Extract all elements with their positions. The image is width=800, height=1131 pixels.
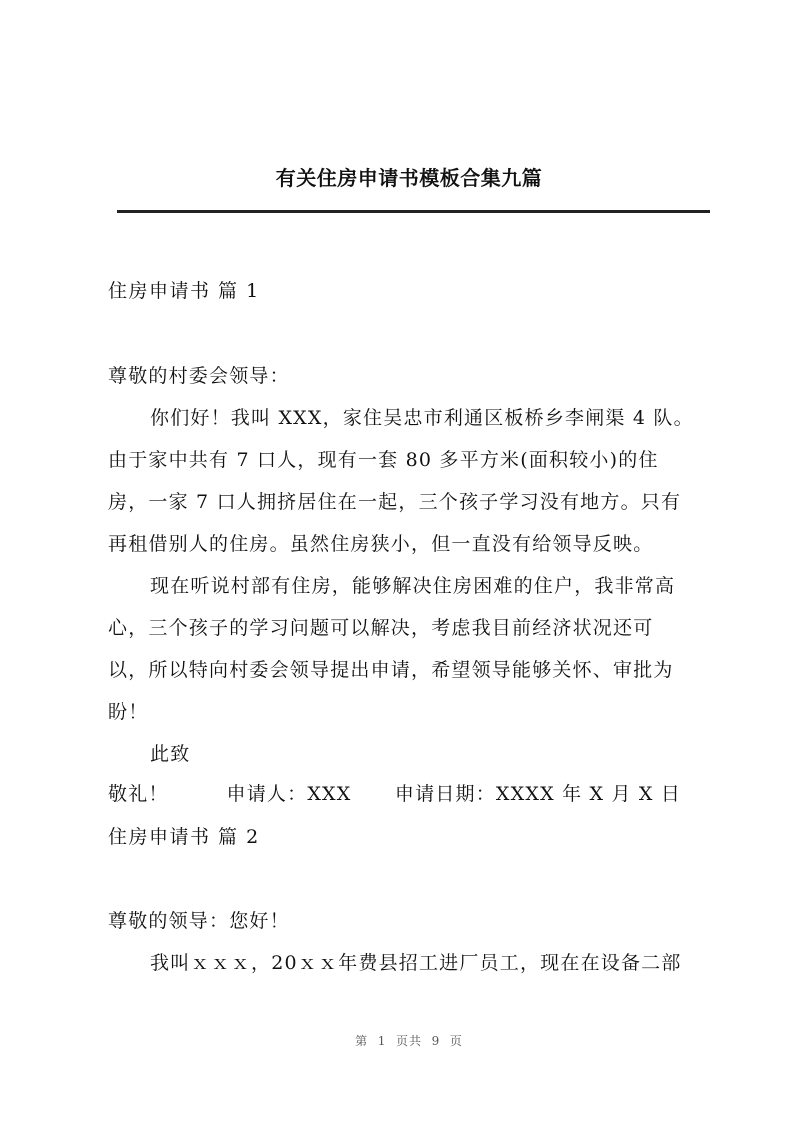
closing-line-2: 敬礼！ 申请人：XXX 申请日期：XXXX 年 X 月 X 日 [108,783,682,805]
paragraph-1-line-2: 由于家中共有 7 口人，现有一套 80 多平方米(面积较小)的住 [108,449,659,471]
page-footer: 第 1 页共 9 页 [355,1034,463,1048]
salutation-2: 尊敬的领导：您好！ [108,910,290,932]
section-heading-1: 住房申请书 篇 1 [108,280,260,302]
paragraph-2-line-3: 以，所以特向村委会领导提出申请，希望领导能够关怀、审批为 [108,659,674,681]
paragraph-1-line-3: 房，一家 7 口人拥挤居住在一起，三个孩子学习没有地方。只有 [108,491,682,513]
paragraph-1-line-4: 再租借别人的住房。虽然住房狭小，但一直没有给领导反映。 [108,533,654,555]
paragraph-1-line-1: 你们好！我叫 XXX，家住吴忠市利通区板桥乡李闸渠 4 队。 [150,407,694,429]
paragraph-3-line-1: 我叫ｘｘｘ，20ｘｘ年费县招工进厂员工，现在在设备二部 [150,952,682,974]
paragraph-2-line-2: 心，三个孩子的学习问题可以解决，考虑我目前经济状况还可 [108,617,654,639]
closing-line-1: 此致 [150,743,191,765]
section-heading-2: 住房申请书 篇 2 [108,826,260,848]
salutation-1: 尊敬的村委会领导： [108,365,290,387]
title-divider [117,210,710,213]
paragraph-2-line-1: 现在听说村部有住房，能够解决住房困难的住户，我非常高 [150,575,676,597]
paragraph-2-line-4: 盼！ [108,701,149,723]
document-title: 有关住房申请书模板合集九篇 [275,166,543,190]
